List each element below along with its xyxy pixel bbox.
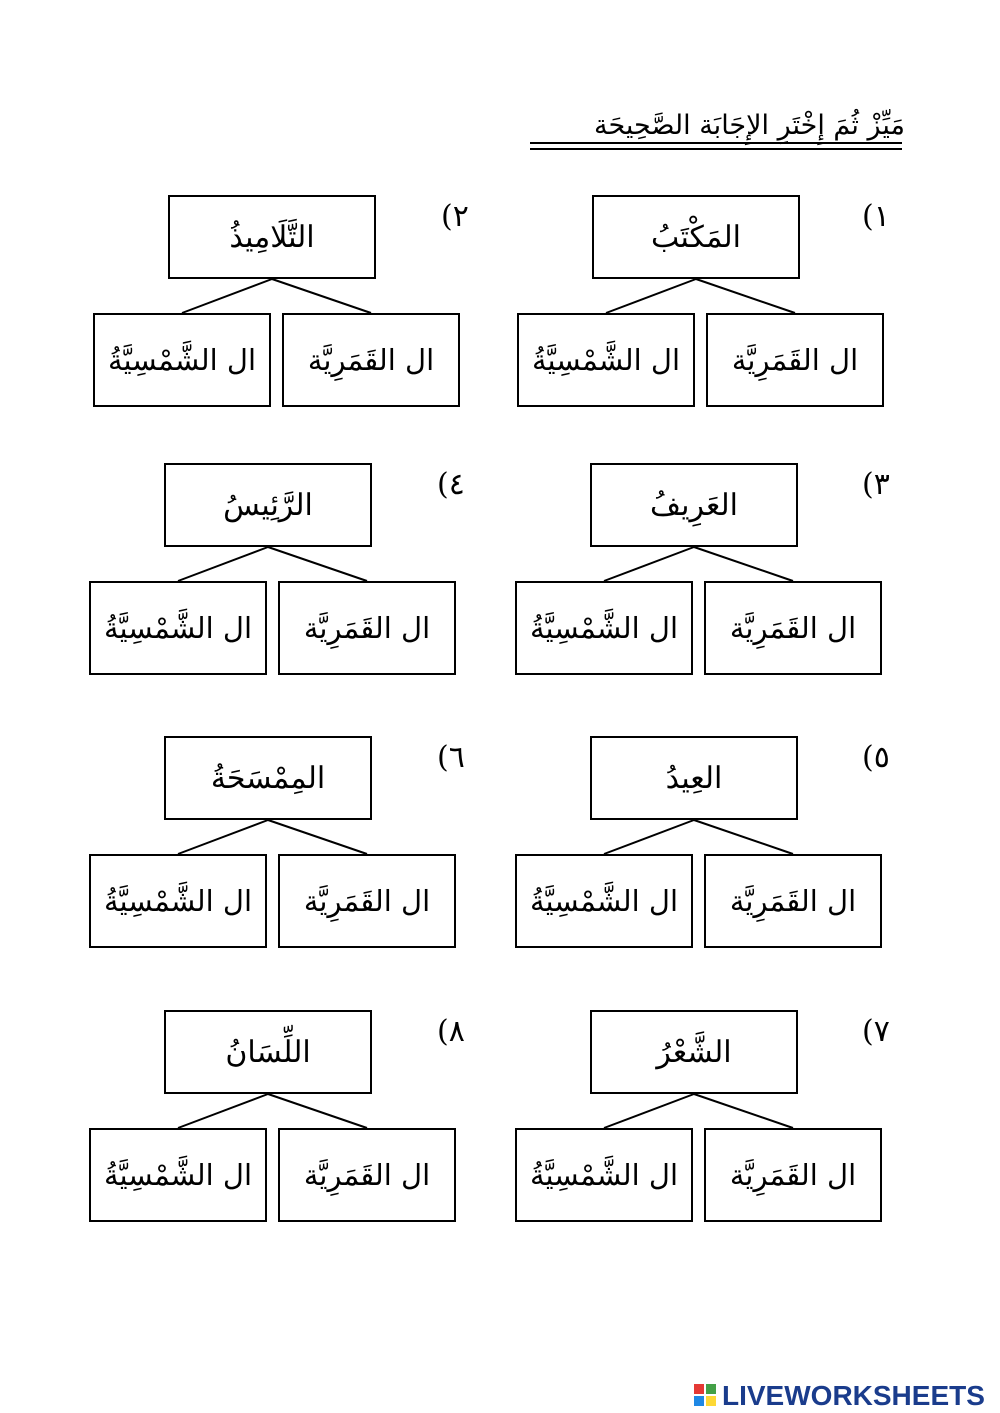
connector-lines (89, 1092, 519, 1132)
option-shamsiya[interactable]: ال الشَّمْسِيَّةُ (89, 854, 267, 948)
word-box: العِيدُ (590, 736, 798, 820)
question-1 (517, 195, 947, 415)
option-qamariya[interactable]: ال القَمَرِيَّة (278, 581, 456, 675)
option-shamsiya[interactable]: ال الشَّمْسِيَّةُ (517, 313, 695, 407)
option-qamariya[interactable]: ال القَمَرِيَّة (282, 313, 460, 407)
question-number: ٤) (437, 467, 465, 502)
option-qamariya[interactable]: ال القَمَرِيَّة (704, 1128, 882, 1222)
title-underline (530, 148, 902, 150)
connector-lines (515, 1092, 945, 1132)
connector-lines (89, 545, 519, 585)
question-3 (515, 463, 945, 683)
question-7 (515, 1010, 945, 1230)
question-number: ٥) (862, 740, 890, 775)
word-box: الشَّعْرُ (590, 1010, 798, 1094)
connector-lines (93, 277, 523, 317)
word-box: الرَّئِيسُ (164, 463, 372, 547)
word-box: التَّلَامِيذُ (168, 195, 376, 279)
question-number: ٢) (441, 199, 469, 234)
word-box: العَرِيفُ (590, 463, 798, 547)
question-2 (93, 195, 523, 415)
word-box: المَكْتَبُ (592, 195, 800, 279)
question-number: ٧) (862, 1014, 890, 1049)
option-shamsiya[interactable]: ال الشَّمْسِيَّةُ (515, 581, 693, 675)
option-shamsiya[interactable]: ال الشَّمْسِيَّةُ (89, 581, 267, 675)
option-qamariya[interactable]: ال القَمَرِيَّة (278, 854, 456, 948)
option-qamariya[interactable]: ال القَمَرِيَّة (704, 854, 882, 948)
option-shamsiya[interactable]: ال الشَّمْسِيَّةُ (515, 1128, 693, 1222)
liveworksheets-logo-icon (694, 1384, 718, 1408)
connector-lines (89, 818, 519, 858)
question-6 (89, 736, 519, 956)
connector-lines (517, 277, 947, 317)
question-number: ٣) (862, 467, 890, 502)
option-shamsiya[interactable]: ال الشَّمْسِيَّةُ (89, 1128, 267, 1222)
footer-brand (694, 1379, 985, 1413)
connector-lines (515, 545, 945, 585)
worksheet-title: مَيِّزْ ثُمَ إِخْتَرِ الإِجَابَة الصَّحِيحَة (594, 110, 905, 141)
option-shamsiya[interactable]: ال الشَّمْسِيَّةُ (93, 313, 271, 407)
question-5 (515, 736, 945, 956)
question-4 (89, 463, 519, 683)
option-qamariya[interactable]: ال القَمَرِيَّة (706, 313, 884, 407)
question-number: ٨) (437, 1014, 465, 1049)
connector-lines (515, 818, 945, 858)
question-number: ٦) (437, 740, 465, 775)
option-qamariya[interactable]: ال القَمَرِيَّة (278, 1128, 456, 1222)
question-number: ١) (862, 199, 890, 234)
word-box: اللِّسَانُ (164, 1010, 372, 1094)
word-box: المِمْسَحَةُ (164, 736, 372, 820)
question-8 (89, 1010, 519, 1230)
brand-name: LIVEWORKSHEETS (722, 1380, 985, 1411)
option-qamariya[interactable]: ال القَمَرِيَّة (704, 581, 882, 675)
title-underline (530, 142, 902, 144)
option-shamsiya[interactable]: ال الشَّمْسِيَّةُ (515, 854, 693, 948)
